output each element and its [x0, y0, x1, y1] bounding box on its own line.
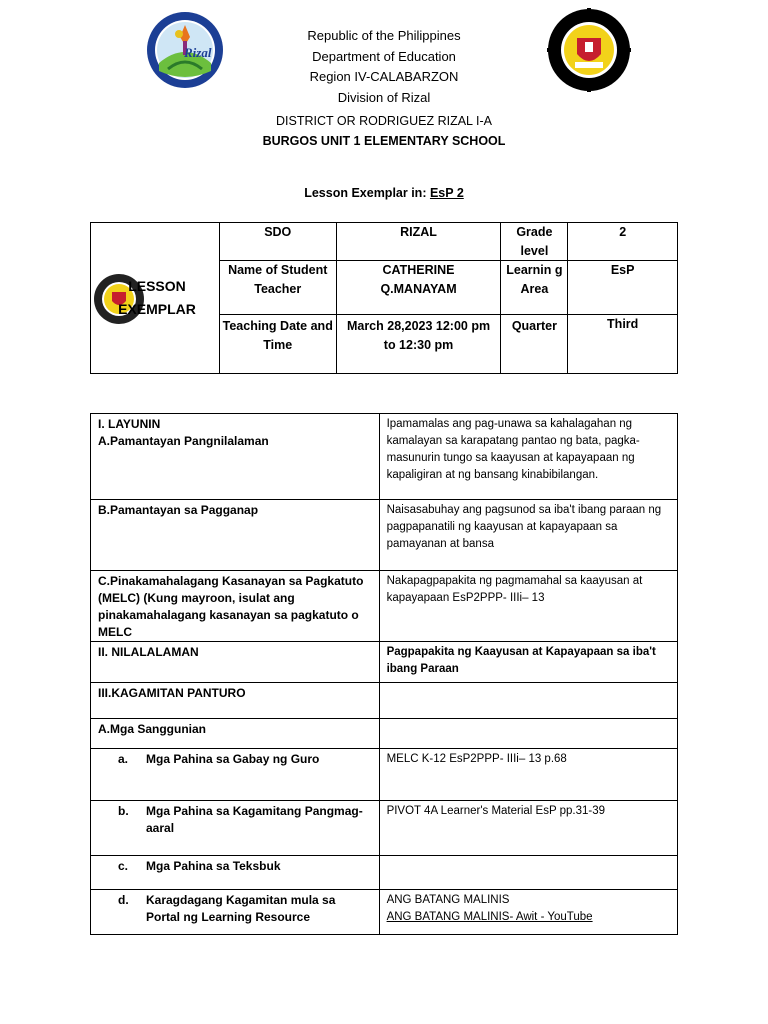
- item-d-value: ANG BATANG MALINIS: [386, 894, 510, 906]
- lesson-table: [90, 413, 678, 935]
- header-department: Department of Education: [312, 48, 456, 64]
- melc-value: Nakapagpapakita ng pagmamahal sa kaayusan at kapayapaan EsP2PPP- IIIi– 13: [379, 571, 677, 642]
- item-a-marker: a.: [118, 752, 129, 766]
- nilalaman-label: II. NILALALAMAN: [91, 642, 380, 683]
- quarter-value: Third: [568, 315, 678, 374]
- exemplar-subject: EsP 2: [429, 186, 464, 200]
- info-table: [90, 222, 678, 374]
- header-district: DISTRICT OR RODRIGUEZ RIZAL I-A: [276, 114, 492, 128]
- student-teacher-value: CATHERINE Q.MANAYAM: [336, 261, 501, 315]
- division-logo-text: Rizal: [184, 45, 212, 60]
- item-d-label-cell: [91, 890, 380, 935]
- item-d-value-cell: [379, 890, 677, 935]
- item-a-label-cell: [91, 749, 380, 801]
- pamantayan-pagganap-value: Naisasabuhay ang pagsunod sa iba't ibang paraan ng pagpapanatili ng kaayusan at kapayapaan sa pamayanan at bansa: [379, 500, 677, 571]
- grade-level-label: Grade level: [501, 223, 568, 261]
- item-c-value: [379, 856, 677, 890]
- youtube-link[interactable]: ANG BATANG MALINIS- Awit - YouTube: [386, 911, 593, 923]
- item-d-label: Karagdagang Kagamitan mula sa Portal ng Learning Resource: [146, 893, 336, 924]
- item-d-marker: d.: [118, 893, 129, 907]
- sdo-value: RIZAL: [336, 223, 501, 261]
- item-a-label: Mga Pahina sa Gabay ng Guro: [146, 752, 320, 766]
- layunin-heading: I. LAYUNIN: [98, 417, 161, 431]
- learning-area-value: EsP: [568, 261, 678, 315]
- header-republic: Republic of the Philippines: [307, 28, 461, 43]
- sdo-label: SDO: [219, 223, 336, 261]
- exemplar-prefix: Lesson Exemplar in:: [304, 186, 430, 200]
- item-c-label-cell: [91, 856, 380, 890]
- melc-label: C.Pinakamahalagang Kasanayan sa Pagkatuto (MELC) (Kung mayroon, isulat ang pinakamahalagang kasanayan sa pagkatuto o MELC: [91, 571, 380, 642]
- teaching-date-label: Teaching Date and Time: [219, 315, 336, 374]
- kagamitan-value: [379, 683, 677, 719]
- sanggunian-label: A.Mga Sanggunian: [91, 719, 380, 749]
- layunin-cell: [91, 414, 380, 500]
- teaching-date-value: March 28,2023 12:00 pm to 12:30 pm: [336, 315, 501, 374]
- item-b-marker: b.: [118, 804, 129, 818]
- pamantayan-pagganap-label: B.Pamantayan sa Pagganap: [91, 500, 380, 571]
- pamantayan-pangnilalaman-value: Ipamamalas ang pag-unawa sa kahalagahan ng kamalayan sa karapatang pantao ng bata, pagka-masunurin tungo sa kaayusan at kapayapaan ng kapaligiran at ng bansang kinabibilangan.: [379, 414, 677, 500]
- item-b-label: Mga Pahina sa Kagamitang Pangmag-aaral: [146, 804, 363, 835]
- lesson-exemplar-cell: [91, 223, 220, 374]
- header-school: BURGOS UNIT 1 ELEMENTARY SCHOOL: [262, 134, 506, 148]
- quarter-label: Quarter: [501, 315, 568, 374]
- item-a-value: MELC K-12 EsP2PPP- IIIi– 13 p.68: [379, 749, 677, 801]
- student-teacher-label: Name of Student Teacher: [219, 261, 336, 315]
- header-division: Division of Rizal: [337, 89, 431, 105]
- item-c-marker: c.: [118, 859, 129, 873]
- lesson-exemplar-label: LESSON EXEMPLAR: [118, 278, 196, 317]
- learning-area-label: Learnin g Area: [501, 261, 568, 315]
- item-b-label-cell: [91, 801, 380, 856]
- kagamitan-label: III.KAGAMITAN PANTURO: [91, 683, 380, 719]
- item-c-label: Mga Pahina sa Teksbuk: [146, 859, 281, 873]
- exemplar-title: [0, 183, 768, 204]
- nilalaman-value: Pagpapakita ng Kaayusan at Kapayapaan sa iba't ibang Paraan: [379, 642, 677, 683]
- header-region: Region IV-CALABARZON: [309, 69, 459, 84]
- grade-level-value: 2: [568, 223, 678, 261]
- item-b-value: PIVOT 4A Learner's Material EsP pp.31-39: [379, 801, 677, 856]
- pamantayan-pangnilalaman-label: A.Pamantayan Pangnilalaman: [98, 434, 269, 448]
- sanggunian-value: [379, 719, 677, 749]
